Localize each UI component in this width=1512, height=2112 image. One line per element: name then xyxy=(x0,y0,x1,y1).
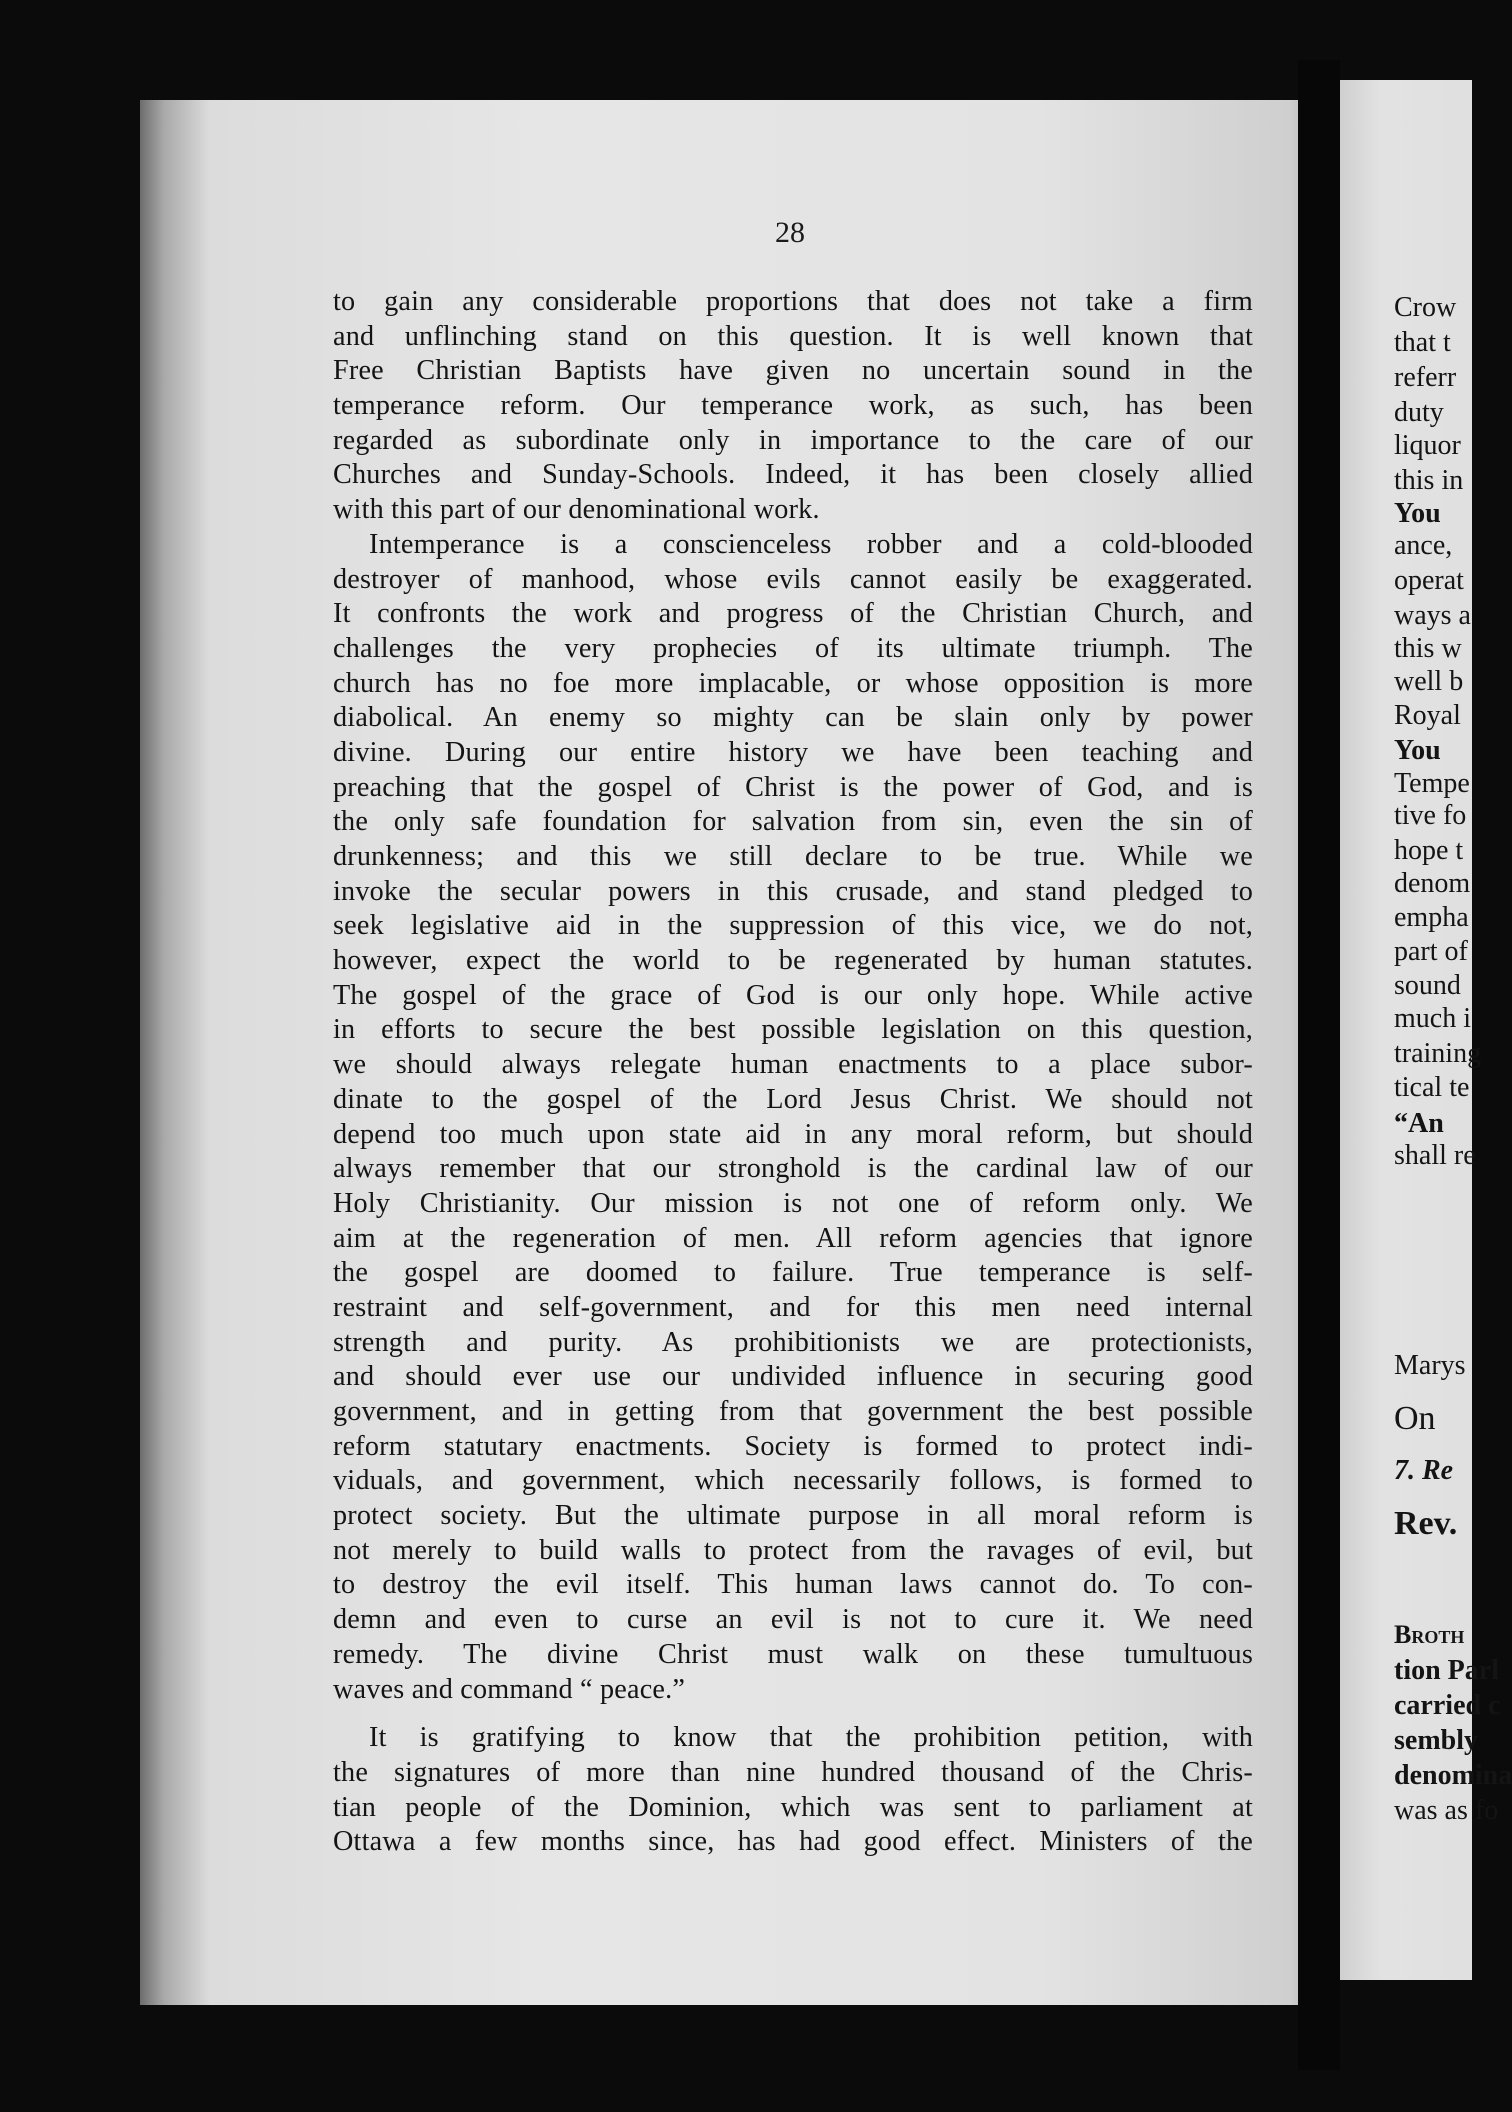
right-page-fragment: was as fo xyxy=(1394,1795,1499,1826)
text-line: Holy Christianity. Our mission is not one of reform only. We xyxy=(333,1187,1253,1219)
right-page-fragment: this w xyxy=(1394,633,1462,664)
paragraph xyxy=(333,528,1253,1707)
right-page-fragment: You xyxy=(1394,735,1441,766)
book-gutter xyxy=(1298,60,1340,2070)
right-page-fragment: You xyxy=(1394,498,1441,529)
right-page-fragment: training xyxy=(1394,1038,1482,1069)
text-line: invoke the secular powers in this crusade, and stand pledged to xyxy=(333,875,1253,907)
text-line: strength and purity. As prohibitionists we are protectionists, xyxy=(333,1326,1253,1358)
text-line: and should ever use our undivided influence in securing good xyxy=(333,1361,1253,1393)
text-line: in efforts to secure the best possible legislation on this question, xyxy=(333,1014,1253,1046)
right-page-fragment: sound xyxy=(1394,970,1461,1001)
paragraph xyxy=(333,1721,1253,1860)
text-line: restraint and self-government, and for this men need internal xyxy=(333,1291,1253,1323)
text-line: protect society. But the ultimate purpose in all moral reform is xyxy=(333,1500,1253,1532)
right-page-fragment: Tempe xyxy=(1394,768,1470,799)
text-line: preaching that the gospel of Christ is the power of God, and is xyxy=(333,771,1253,803)
text-line: to gain any considerable proportions that does not take a firm xyxy=(333,286,1253,317)
text-line: remedy. The divine Christ must walk on these tumultuous xyxy=(333,1638,1253,1670)
right-page-fragment: “An xyxy=(1394,1108,1444,1139)
text-line: viduals, and government, which necessarily follows, is formed to xyxy=(333,1465,1253,1497)
right-page-fragment: On xyxy=(1394,1400,1436,1437)
text-line: drunkenness; and this we still declare to be true. While we xyxy=(333,841,1253,872)
right-page-fragment: tion Parl xyxy=(1394,1655,1499,1686)
text-line: diabolical. An enemy so mighty can be slain only by power xyxy=(333,702,1253,734)
text-line: always remember that our stronghold is the cardinal law of our xyxy=(333,1153,1253,1185)
text-line: government, and in getting from that government the best possible xyxy=(333,1396,1253,1427)
paragraph xyxy=(333,285,1253,528)
right-page-fragment: well b xyxy=(1394,666,1464,697)
right-page-fragment: denom xyxy=(1394,868,1471,899)
right-page-fragment: duty xyxy=(1394,397,1444,428)
text-line: with this part of our denominational work. xyxy=(333,494,820,526)
text-line: waves and command “ peace.” xyxy=(333,1673,686,1705)
page-number: 28 xyxy=(775,216,805,249)
right-page-fragment: ance, xyxy=(1394,530,1453,561)
right-page-fragment: tical te xyxy=(1394,1072,1470,1103)
text-line: destroyer of manhood, whose evils cannot easily be exaggerated. xyxy=(333,563,1253,595)
text-line: depend too much upon state aid in any moral reform, but should xyxy=(333,1118,1253,1150)
right-page-fragment: part of xyxy=(1394,936,1468,967)
right-page-fragment: ways a xyxy=(1394,600,1471,631)
text-line: and unflinching stand on this question. It is well known that xyxy=(333,320,1253,352)
right-page-fragment: Rev. xyxy=(1394,1505,1458,1542)
right-page-fragment: tive fo xyxy=(1394,800,1467,831)
text-line: the signatures of more than nine hundred thousand of the Chris- xyxy=(333,1756,1253,1788)
right-page-fragment: much i xyxy=(1394,1003,1471,1034)
right-page-fragment: empha xyxy=(1394,902,1469,933)
right-page-fragment: sembly xyxy=(1394,1725,1478,1756)
text-line: Ottawa a few months since, has had good effect. Ministers of the xyxy=(333,1826,1253,1858)
text-line: It confronts the work and progress of the Christian Church, and xyxy=(333,598,1253,630)
text-line: to destroy the evil itself. This human laws cannot do. To con- xyxy=(333,1569,1253,1601)
text-line: It is gratifying to know that the prohibition petition, with xyxy=(369,1722,1253,1754)
text-line: seek legislative aid in the suppression of this vice, we do not, xyxy=(333,910,1253,942)
right-page-fragment: operat xyxy=(1394,565,1464,596)
text-line: regarded as subordinate only in importance to the care of our xyxy=(333,424,1253,456)
right-page-fragment: this in xyxy=(1394,465,1464,496)
text-line: not merely to build walls to protect from the ravages of evil, but xyxy=(333,1534,1253,1566)
text-line: Free Christian Baptists have given no uncertain sound in the xyxy=(333,355,1253,387)
text-line: however, expect the world to be regenerated by human statutes. xyxy=(333,945,1253,977)
text-line: temperance reform. Our temperance work, as such, has been xyxy=(333,390,1253,422)
text-line: church has no foe more implacable, or whose opposition is more xyxy=(333,667,1253,699)
body-text xyxy=(333,285,1253,1860)
text-line: the only safe foundation for salvation from sin, even the sin of xyxy=(333,806,1253,838)
text-line: reform statutary enactments. Society is formed to protect indi- xyxy=(333,1430,1253,1462)
right-page-fragment: referr xyxy=(1394,362,1457,393)
right-page-fragment: Broth xyxy=(1394,1620,1465,1649)
text-line: dinate to the gospel of the Lord Jesus Christ. We should not xyxy=(333,1083,1253,1115)
text-line: aim at the regeneration of men. All reform agencies that ignore xyxy=(333,1222,1253,1254)
text-line: Churches and Sunday-Schools. Indeed, it has been closely allied xyxy=(333,459,1253,491)
text-line: The gospel of the grace of God is our only hope. While active xyxy=(333,979,1253,1011)
right-page-fragment: carried c xyxy=(1394,1690,1501,1721)
right-page-fragment: hope t xyxy=(1394,835,1464,866)
text-line: Intemperance is a conscienceless robber and a cold-blooded xyxy=(369,528,1253,560)
right-page-fragment: Crow xyxy=(1394,292,1457,323)
right-page-fragment: shall re xyxy=(1394,1140,1476,1171)
text-line: the gospel are doomed to failure. True temperance is self- xyxy=(333,1257,1253,1289)
right-page-fragment: Royal xyxy=(1394,700,1461,731)
right-page-fragment: that t xyxy=(1394,327,1451,358)
text-line: challenges the very prophecies of its ultimate triumph. The xyxy=(333,632,1253,664)
right-page-fragment: liquor xyxy=(1394,430,1461,461)
right-page-fragment: 7. Re xyxy=(1394,1455,1454,1486)
text-line: we should always relegate human enactments to a place subor- xyxy=(333,1049,1253,1081)
right-page-fragment: denomina xyxy=(1394,1760,1512,1791)
right-page-fragment: Marys xyxy=(1394,1350,1466,1381)
text-line: divine. During our entire history we have been teaching and xyxy=(333,736,1253,768)
text-line: tian people of the Dominion, which was sent to parliament at xyxy=(333,1791,1253,1823)
text-line: demn and even to curse an evil is not to cure it. We need xyxy=(333,1604,1253,1636)
paragraph-gap xyxy=(333,1707,1253,1721)
